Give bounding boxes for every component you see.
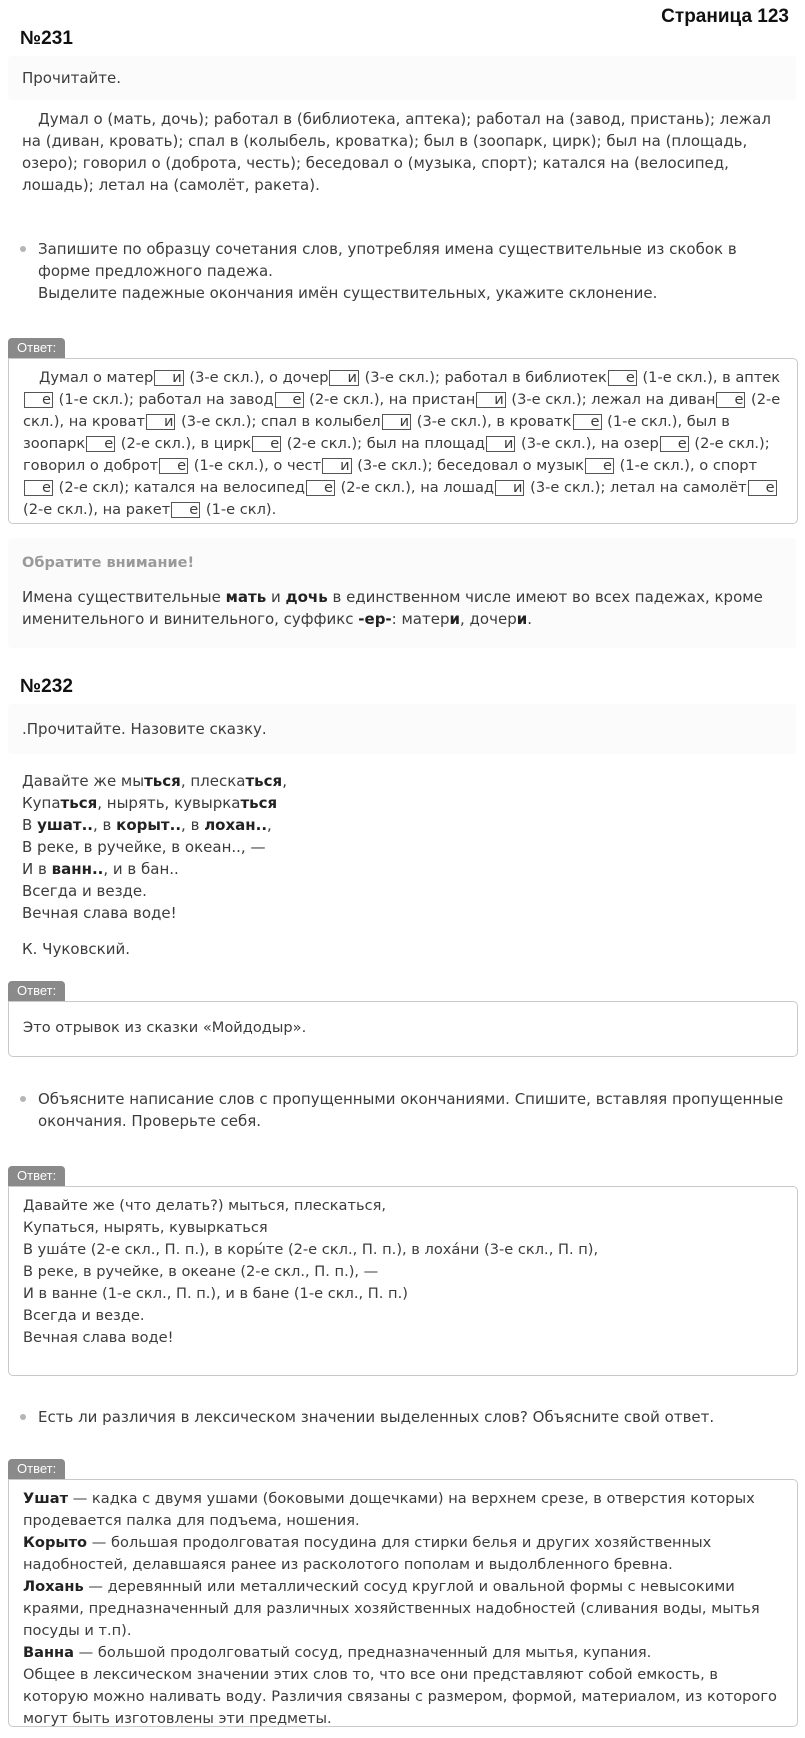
- case-ending-box: е: [24, 392, 53, 408]
- answer-231-fragment: (1-е скл.), о спорт: [614, 457, 758, 474]
- case-ending-box: е: [608, 370, 637, 386]
- answer-label-232-2: Ответ:: [8, 1166, 65, 1186]
- case-ending-box: и: [329, 370, 359, 386]
- answer-231-fragment: (2-е скл.), на лошад: [335, 479, 494, 496]
- answer-231-fragment: (2-е скл.), в цирк: [116, 435, 252, 452]
- case-ending-box: е: [86, 436, 115, 452]
- answer-label-232-1: Ответ:: [8, 981, 65, 1001]
- answer-231-fragment: (2-е скл); катался на велосипед: [53, 479, 305, 496]
- case-ending-box: и: [476, 392, 506, 408]
- poem-line-5: И в ванн.., и в бан..: [22, 860, 179, 878]
- answer-231-fragment: (3-е скл.), о дочер: [184, 369, 329, 386]
- answer-231-fragment: (3-е скл.); работал в библиотек: [359, 369, 607, 386]
- answer-231-fragment: (3-е скл.); летал на самолёт: [525, 479, 747, 496]
- case-ending-box: е: [748, 480, 777, 496]
- answer-231-fragment: (3-е скл.), на озер: [516, 435, 659, 452]
- page-number: Страница 123: [661, 6, 789, 27]
- answer-label-231: Ответ:: [8, 338, 65, 358]
- definition-koryto: Корыто — большая продолговатая посудина для стирки белья и других хозяйственных надобностей, делавшаяся ранее из расколотого пополам и выдолбленного бревна.: [23, 1534, 712, 1573]
- case-ending-box: е: [573, 414, 602, 430]
- bullet-task-232-2: [20, 1406, 790, 1428]
- poem-line-4: В реке, в ручейке, в океан.., —: [22, 838, 266, 856]
- answer-231-fragment: (2-е скл.); был на площад: [282, 435, 485, 452]
- answer-231-fragment: (2-е скл.), на кроват: [23, 391, 781, 430]
- answer-box-231: [8, 358, 798, 524]
- bullet-231-line1: Запишите по образцу сочетания слов, употребляя имена существительные из скобок в форме предложного падежа.: [38, 240, 737, 280]
- case-ending-box: е: [660, 436, 689, 452]
- case-ending-box: и: [322, 458, 352, 474]
- answer-231-fragment: (2-е скл.), на пристан: [304, 391, 476, 408]
- answer-232-2-line-2: Купаться, нырять, кувыркаться: [23, 1219, 268, 1236]
- answer-label-232-3: Ответ:: [8, 1459, 65, 1479]
- answer-231-fragment: (1-е скл).: [201, 501, 277, 518]
- case-ending-box: е: [275, 392, 304, 408]
- answer-232-2-line-3: В уша́те (2-е скл., П. п.), в коры́те (2-е скл., П. п.), в лоха́ни (3-е скл., П. п),: [23, 1241, 599, 1258]
- task-231-title: №231: [20, 28, 73, 49]
- bullet-232-2-text: Есть ли различия в лексическом значении выделенных слов? Объясните свой ответ.: [38, 1408, 715, 1426]
- answer-231-fragment: (1-е скл.), был в зоопарк: [23, 413, 730, 452]
- case-ending-box: е: [24, 480, 53, 496]
- poem-line-1: Давайте же мыться, плескаться,: [22, 772, 287, 790]
- answer-232-2-line-6: Всегда и везде.: [23, 1307, 145, 1324]
- case-ending-box: е: [716, 392, 745, 408]
- answer-232-2-line-5: И в ванне (1-е скл., П. п.), и в бане (1-е скл., П. п.): [23, 1285, 408, 1302]
- case-ending-box: е: [171, 502, 200, 518]
- answer-232-2-line-7: Вечная слава воде!: [23, 1329, 174, 1346]
- instruction-232: [8, 704, 796, 754]
- answer-232-3-summary: Общее в лексическом значении этих слов то, что все они представляют собой емкость, в которую можно наливать воду. Различия связаны с размером, формой, материалом, из которого могут быть изготовлены эти предметы.: [23, 1666, 777, 1727]
- case-ending-box: е: [585, 458, 614, 474]
- case-ending-box: и: [382, 414, 412, 430]
- answer-231-fragment: (1-е скл.); работал на завод: [53, 391, 274, 408]
- poem-author: К. Чуковский.: [22, 940, 130, 958]
- note-text: Имена существительные мать и дочь в единственном числе имеют во всех падежах, кроме именительного и винительного, суффикс -ер-: матери, дочери.: [22, 588, 763, 628]
- poem-line-6: Всегда и везде.: [22, 882, 147, 900]
- poem-line-2: Купаться, нырять, кувыркаться: [22, 794, 278, 812]
- definition-ushat: Ушат — кадка с двумя ушами (боковыми дощечками) на верхнем срезе, в отверстия которых продевается палка для подъема, ношения.: [23, 1490, 755, 1529]
- exercise-text-231-body: Думал о (мать, дочь); работал в (библиотека, аптека); работал на (завод, пристань); лежал на (диван, кровать); спал в (колыбель, кроватка); был в (зоопарк, цирк); был на (площадь, озеро); говорил о (доброта, честь); беседовал о (музыка, спорт); катался на (велосипед, лошадь); летал на (самолёт, ракета).: [22, 110, 771, 194]
- answer-231-fragment: (3-е скл.); беседовал о музык: [352, 457, 584, 474]
- case-ending-box: е: [159, 458, 188, 474]
- case-ending-box: е: [306, 480, 335, 496]
- definition-vanna: Ванна — большой продолговатый сосуд, предназначенный для мытья, купания.: [23, 1644, 652, 1661]
- case-ending-box: е: [252, 436, 281, 452]
- bullet-232-1-text: Объясните написание слов с пропущенными окончаниями. Спишите, вставляя пропущенные окончания. Проверьте себя.: [38, 1090, 784, 1130]
- answer-231-fragment: (3-е скл.); лежал на диван: [506, 391, 716, 408]
- instruction-232-text: .Прочитайте. Назовите сказку.: [22, 720, 267, 738]
- case-ending-box: и: [146, 414, 176, 430]
- poem-line-3: В ушат.., в корыт.., в лохан..,: [22, 816, 272, 834]
- answer-231-fragment: (1-е скл.), в аптек: [637, 369, 781, 386]
- answer-231-fragment: (3-е скл.); спал в колыбел: [176, 413, 381, 430]
- instruction-231: [8, 56, 796, 100]
- attention-note: [8, 538, 796, 648]
- answer-231-fragment: Думал о матер: [39, 369, 154, 386]
- answer-231-fragment: (2-е скл.); говорил о доброт: [23, 435, 770, 474]
- definition-lokhan: Лохань — деревянный или металлический сосуд круглой и овальной формы с невысокими краями, предназначенный для различных хозяйственных надобностей (сливания воды, мытья посуды и т.п).: [23, 1578, 760, 1639]
- note-title: Обратите внимание!: [22, 555, 195, 571]
- case-ending-box: и: [154, 370, 184, 386]
- task-232-title: №232: [20, 676, 73, 697]
- case-ending-box: и: [495, 480, 525, 496]
- answer-232-2-line-4: В реке, в ручейке, в океане (2-е скл., П. п.), —: [23, 1263, 379, 1280]
- answer-231-fragment: (3-е скл.), в кроватк: [412, 413, 572, 430]
- answer-232-2-line-1: Давайте же (что делать?) мыться, плескаться,: [23, 1197, 387, 1214]
- answer-box-232-2: [8, 1186, 798, 1376]
- bullet-231-line2: Выделите падежные окончания имён существительных, укажите склонение.: [38, 284, 658, 302]
- case-ending-box: и: [486, 436, 516, 452]
- instruction-231-text: Прочитайте.: [22, 69, 122, 87]
- answer-231-fragment: (2-е скл.), на ракет: [23, 501, 171, 518]
- bullet-task-232-1: [20, 1088, 790, 1132]
- bullet-task-231: [20, 238, 790, 304]
- answer-232-1-text: Это отрывок из сказки «Мойдодыр».: [23, 1019, 307, 1036]
- answer-231-text: [23, 367, 783, 521]
- exercise-text-231: [8, 108, 796, 196]
- answer-box-232-3: [8, 1479, 798, 1727]
- answer-box-232-1: [8, 1001, 798, 1057]
- poem-line-7: Вечная слава воде!: [22, 904, 177, 922]
- poem: [8, 770, 796, 960]
- answer-231-fragment: (1-е скл.), о чест: [189, 457, 322, 474]
